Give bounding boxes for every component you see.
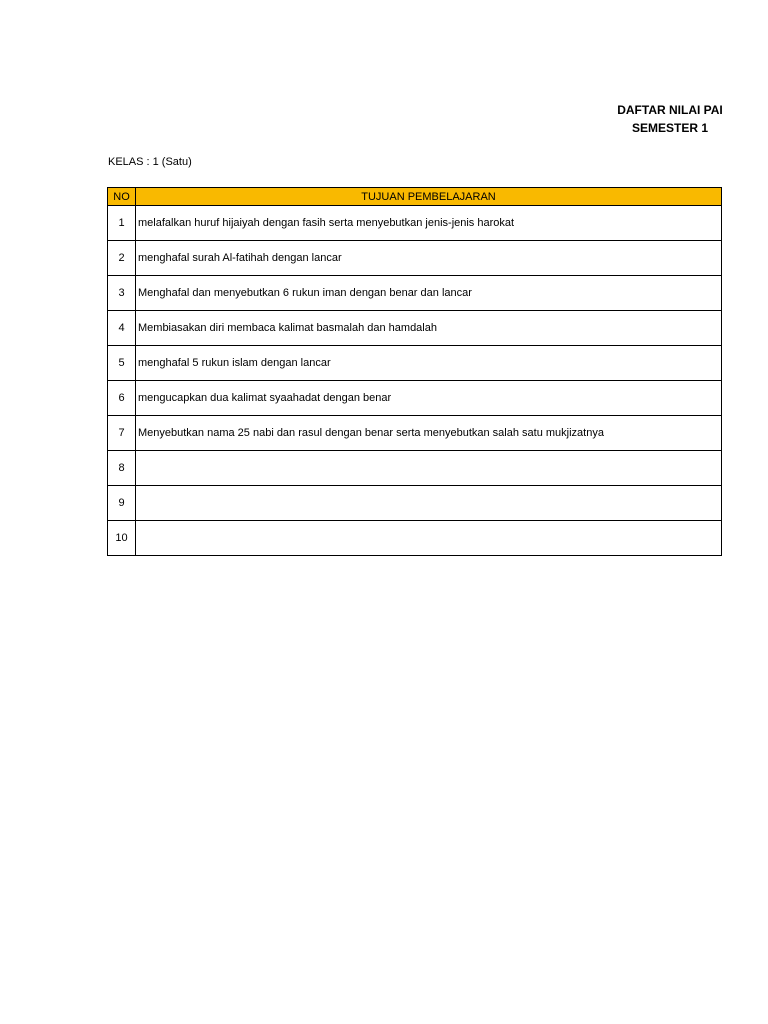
document-subtitle: SEMESTER 1: [631, 121, 709, 135]
row-number: 10: [108, 521, 136, 556]
row-objective: [136, 451, 722, 486]
table-row: [108, 276, 722, 311]
table-row: [108, 521, 722, 556]
row-number: 4: [108, 311, 136, 346]
row-number: 5: [108, 346, 136, 381]
table-row: [108, 311, 722, 346]
learning-objectives-table: [107, 187, 722, 556]
table-row: [108, 346, 722, 381]
row-number: 3: [108, 276, 136, 311]
row-number: 7: [108, 416, 136, 451]
row-number: 8: [108, 451, 136, 486]
row-objective: [136, 521, 722, 556]
row-objective: Menghafal dan menyebutkan 6 rukun iman dengan benar dan lancar: [136, 276, 722, 311]
table-row: [108, 416, 722, 451]
table-row: [108, 241, 722, 276]
row-number: 2: [108, 241, 136, 276]
row-number: 9: [108, 486, 136, 521]
row-objective: mengucapkan dua kalimat syaahadat dengan benar: [136, 381, 722, 416]
class-label: KELAS : 1 (Satu): [108, 156, 192, 168]
row-number: 1: [108, 206, 136, 241]
document-title: DAFTAR NILAI PAI: [617, 103, 723, 117]
row-number: 6: [108, 381, 136, 416]
row-objective: Menyebutkan nama 25 nabi dan rasul dengan benar serta menyebutkan salah satu mukjizatnya: [136, 416, 722, 451]
column-header-no: NO: [108, 188, 136, 206]
row-objective: menghafal 5 rukun islam dengan lancar: [136, 346, 722, 381]
row-objective: menghafal surah Al-fatihah dengan lancar: [136, 241, 722, 276]
row-objective: Membiasakan diri membaca kalimat basmalah dan hamdalah: [136, 311, 722, 346]
row-objective: melafalkan huruf hijaiyah dengan fasih serta menyebutkan jenis-jenis harokat: [136, 206, 722, 241]
table-row: [108, 381, 722, 416]
table-row: [108, 486, 722, 521]
table-row: [108, 206, 722, 241]
column-header-objective: TUJUAN PEMBELAJARAN: [136, 188, 722, 206]
table-row: [108, 451, 722, 486]
document-header: [560, 101, 768, 137]
table-header-row: [108, 188, 722, 206]
row-objective: [136, 486, 722, 521]
